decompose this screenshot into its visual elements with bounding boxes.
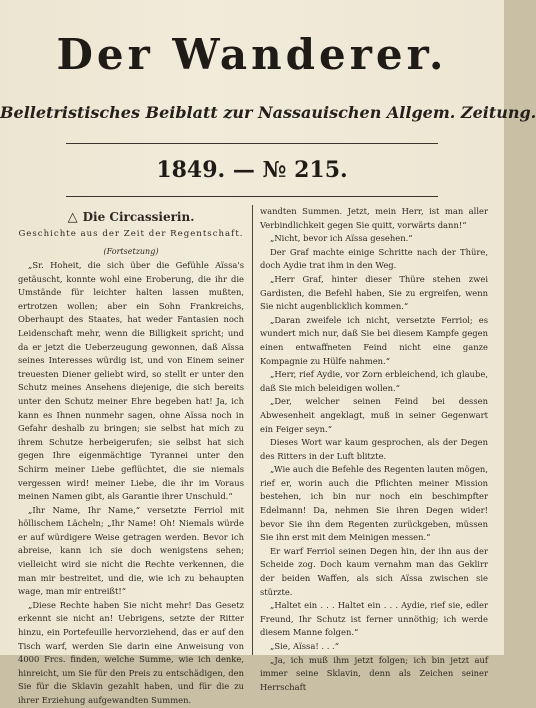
story-subtitle: Geschichte aus der Zeit der Regentschaft. xyxy=(18,229,244,239)
triangle-icon: △ xyxy=(67,210,78,225)
column-right xyxy=(260,205,488,692)
masthead-subtitle: Belletristisches Beiblatt zur Nassauischen Allgem. Zeitung. xyxy=(0,103,536,122)
column-divider xyxy=(252,205,253,655)
paragraph: „Daran zweifele ich nicht, versetzte Ferriol; es wundert mich nur, daß Sie bei diesem Kampfe gegen einen entwaffneten Feind nicht eine ganze Kompagnie zu Hülfe nahmen.“ xyxy=(260,314,488,366)
paragraph: Er warf Ferriol seinen Degen hin, der ihn aus der Scheide zog. Doch kaum vernahm man das Geklirr der beiden Waffen, als sich Aïssa zwischen sie stürzte. xyxy=(260,545,488,597)
masthead-title: Der Wanderer. xyxy=(56,30,448,79)
paragraph: „Haltet ein . . . Haltet ein . . . Aydie, rief sie, edler Freund, Ihr Schutz ist ferner unnöthig; ich werde diesem Manne folgen.“ xyxy=(260,600,488,638)
story-title: Die Circassierin. xyxy=(82,210,195,224)
masthead-rule-top xyxy=(66,143,438,144)
continuation-note: (Fortsetzung) xyxy=(103,247,159,256)
paragraph: „Der, welcher seinen Feind bei dessen Abwesenheit angeklagt, muß in seiner Gegenwart ein Feiger seyn.“ xyxy=(260,396,488,434)
masthead-rule-bottom xyxy=(66,196,438,197)
paragraph: „Herr Graf, hinter dieser Thüre stehen zwei Gardisten, die Befehl haben, Sie zu ergreifen, wenn Sie nicht augenblicklich kommen.“ xyxy=(260,273,488,312)
paragraph: wandten Summen. Jetzt, mein Herr, ist man aller Verbindlichkeit gegen Sie quitt, vorwärts dann!“ xyxy=(260,206,488,230)
paragraph: „Herr, rief Aydie, vor Zorn erbleichend, ich glaube, daß Sie mich beleidigen wollen.“ xyxy=(260,369,488,393)
paragraph: Dieses Wort war kaum gesprochen, als der Degen des Ritters in der Luft blitzte. xyxy=(260,437,488,461)
paragraph: „Ja, ich muß ihm jetzt folgen; ich bin jetzt auf immer seine Sklavin, denn als Zeichen seiner Herrschaft xyxy=(260,654,488,692)
paragraph: „Nicht, bevor ich Aïssa gesehen.“ xyxy=(270,233,413,244)
paragraph: „Ihr Name, Ihr Name,“ versetzte Ferriol mit höllischem Lächeln; „Ihr Name! Oh! Niemals würde er auf würdigere Weise getragen werden. Bevor ich abreise, kann ich sie doch wenigstens sehen; vielleicht wird sie nicht die Rechte verkennen, die man mir bestreitet, und die, wie ich zu behaupten wage, man mir entreißt!“ xyxy=(18,504,244,597)
paragraph: „Diese Rechte haben Sie nicht mehr! Das Gesetz erkennt sie nicht an! Uebrigens, setzte der Ritter hinzu, ein Portefeuille hervorziehend, das er auf den Tisch warf, werden Sie darin eine Anweisung von 4000 Frcs. finden, welche Summe, wie ich denke, hinreicht, um Sie für den Preis zu entschädigen, den Sie für die Sklavin gezahlt haben, und für die zu ihrer Erziehung aufgewandten Summen. xyxy=(18,599,244,705)
issue-number: 1849. — № 215. xyxy=(156,157,348,183)
paragraph: „Sie, Aïssa! . . .“ xyxy=(270,641,339,651)
paragraph: „Wie auch die Befehle des Regenten lauten mögen, rief er, worin auch die Pflichten meiner Mission bestehen, ich bin nur noch ein beschimpfter Edelmann! Da, nehmen Sie ihren Degen wider! bevor Sie ihn dem Regenten zurückgeben, müssen Sie ihn erst mit dem Meinigen messen.“ xyxy=(260,464,488,543)
story-heading xyxy=(18,208,244,227)
paragraph: „Sr. Hoheit, die sich über die Gefühle Aïssa's getäuscht, konnte wohl eine Eroberung, die ihr die Umstände für leichter halten lassen mußten, ertrotzen wollen; aber ein Sohn Frankreichs, Oberhaupt des Staates, hat weder Fantasien noch Leidenschaft mehr, wenn die Billigkeit spricht; und da er jetzt die Ueberzeugung gewonnen, daß Aïssa seines Interesses würdig ist, und von Einem seiner treuesten Diener geliebt wird, so stellt er unter den Schutz meines Ansehens diejenige, die sich bereits unter den Schutz meiner Ehre begeben hat! Ja, ich kann es Ihnen nunmehr sagen, ohne Aïssa noch in Gefahr deshalb zu bringen; sie selbst hat mich zu ihrem Schutze herbeigerufen; sie selbst hat sich gegen Ihre eigenmächtige Tyrannei unter den Schirm meiner Liebe geflüchtet, die sie niemals vergessen wird! meiner Liebe, die ihr im Voraus meinen Namen gibt, als Garantie ihrer Unschuld.“ xyxy=(18,260,244,502)
column-left xyxy=(18,205,244,705)
paragraph: Der Graf machte einige Schritte nach der Thüre, doch Aydie trat ihm in den Weg. xyxy=(260,246,488,271)
